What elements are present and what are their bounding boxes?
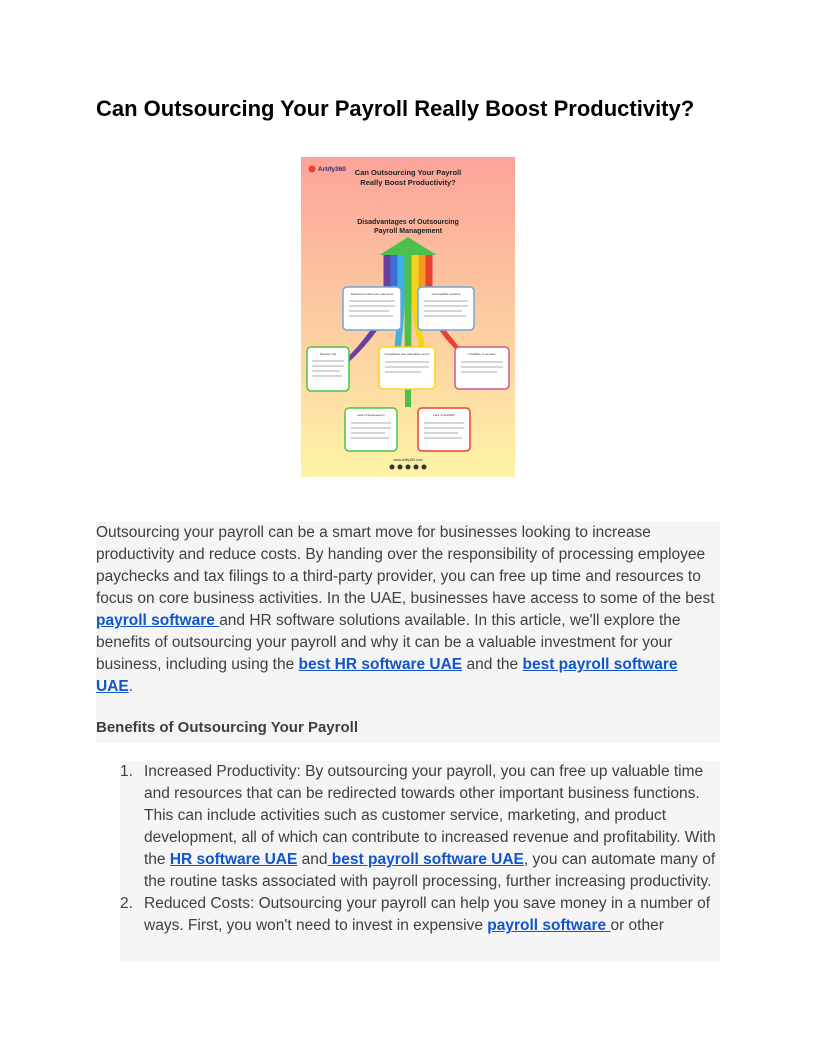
infographic-website: www.artify360.com xyxy=(393,458,423,462)
best-payroll-software-uae-link-2[interactable]: best payroll software UAE xyxy=(327,851,524,868)
info-box-4 xyxy=(379,347,435,389)
best-payroll-software-uae-link[interactable]: best payroll software UAE xyxy=(96,656,678,695)
linkedin-icon xyxy=(414,465,419,470)
infographic-subheading-1: Disadvantages of Outsourcing xyxy=(357,219,459,226)
infographic-brand: Artify360 xyxy=(318,166,346,173)
best-hr-software-uae-link[interactable]: best HR software UAE xyxy=(298,656,463,673)
intro-paragraph: Outsourcing your payroll can be a smart move for businesses looking to increase productivity and reduce costs. By handing over the responsibility of processing employee paychecks and tax filings to a third-party provider, you can free up time and resources to focus on core business activities. In the UAE, businesses have access to some of the best payroll software and HR software solutions available. In this article, we'll explore the benefits of outsourcing your payroll and why it can be a valuable investment for your business, including using the best HR software UAE and the best payroll software UAE. xyxy=(96,524,715,695)
twitter-icon xyxy=(406,465,411,470)
facebook-icon xyxy=(390,465,395,470)
list-item: 2. Reduced Costs: Outsourcing your payroll can help you save money in a number of ways. First, you won't need to invest in expensive payroll software or other xyxy=(120,895,711,934)
hr-software-uae-link[interactable]: HR software UAE xyxy=(169,851,298,868)
svg-text:Lack of flexibility: Lack of flexibility xyxy=(433,413,455,417)
svg-text:Security risk: Security risk xyxy=(319,352,337,356)
infographic-heading-1: Can Outsourcing Your Payroll xyxy=(354,168,462,177)
infographic-subheading-2: Payroll Management xyxy=(373,228,443,235)
info-box-2 xyxy=(418,287,474,330)
info-box-7 xyxy=(418,408,470,451)
payroll-software-link-2[interactable]: payroll software xyxy=(487,917,611,934)
info-box-6 xyxy=(345,408,397,451)
youtube-icon xyxy=(422,465,427,470)
svg-text:Incompatible systems: Incompatible systems xyxy=(431,292,461,296)
brand-logo-icon xyxy=(309,166,316,173)
instagram-icon xyxy=(398,465,403,470)
benefits-list xyxy=(96,761,718,937)
list-item: 1. Increased Productivity: By outsourcing your payroll, you can free up valuable time and resources that can be redirected towards other important business functions. This can include activities such as customer service, marketing, and product development, all of which can contribute to increased revenue and profitability. With the HR software UAE and best payroll software UAE, you can automate many of the routine tasks associated with payroll processing, further increasing productivity. xyxy=(120,763,716,890)
info-box-3 xyxy=(307,347,349,391)
svg-text:Lack of transparency: Lack of transparency xyxy=(357,413,385,417)
infographic-image xyxy=(301,157,515,477)
payroll-software-link[interactable]: payroll software xyxy=(96,612,220,629)
svg-text:Instability of vendors: Instability of vendors xyxy=(468,352,496,356)
page-title: Can Outsourcing Your Payroll Really Boost Productivity? xyxy=(96,96,695,121)
benefits-heading: Benefits of Outsourcing Your Payroll xyxy=(96,719,358,736)
svg-text:Compliance and calculation err: Compliance and calculation errors xyxy=(384,352,430,356)
infographic-heading-2: Really Boost Productivity? xyxy=(360,178,456,187)
info-box-1 xyxy=(343,287,401,330)
svg-text:Reduced control over payments: Reduced control over payments xyxy=(350,292,394,296)
info-box-5 xyxy=(455,347,509,389)
